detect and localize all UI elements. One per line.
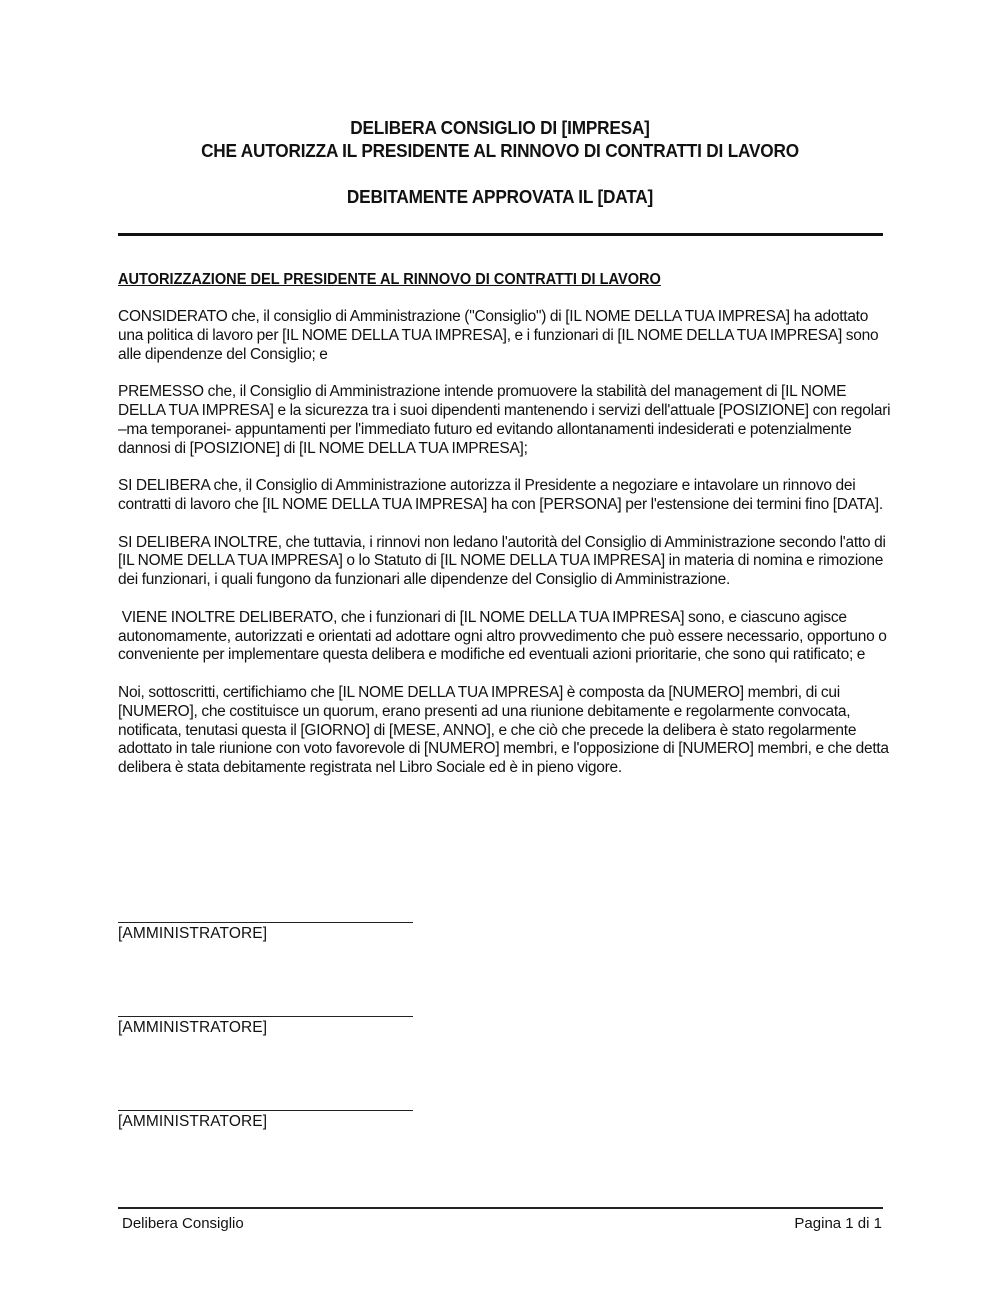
signature-label: [AMMINISTRATORE] — [118, 1113, 268, 1130]
document-title-line-2: CHE AUTORIZZA IL PRESIDENTE AL RINNOVO DI CONTRATTI DI LAVORO — [201, 140, 799, 161]
document-body — [118, 270, 893, 797]
footer-document-name: Delibera Consiglio — [122, 1215, 244, 1232]
paragraph-viene-inoltre-deliberato: VIENE INOLTRE DELIBERATO, che i funzionari di [IL NOME DELLA TUA IMPRESA] sono, e ciascuno agisce autonomamente, autorizzati e orientati ad adottare ogni altro provvedimento che può essere necessario, opportuno o conveniente per implementare questa delibera e modifiche ed eventuali azioni prioritarie, che sono qui ratificato; e — [118, 608, 891, 664]
signature-label: [AMMINISTRATORE] — [118, 1019, 268, 1036]
paragraph-considerato: CONSIDERATO che, il consiglio di Amministrazione ("Consiglio") di [IL NOME DELLA TUA IMPRESA] ha adottato una politica di lavoro per [IL NOME DELLA TUA IMPRESA], e i funzionari di [IL NOME DELLA TUA IMPRESA] sono alle dipendenze del Consiglio; e — [118, 308, 879, 363]
signature-line — [118, 922, 413, 923]
paragraph-si-delibera: SI DELIBERA che, il Consiglio di Amministrazione autorizza il Presidente a negoziare e intavolare un rinnovo dei contratti di lavoro che [IL NOME DELLA TUA IMPRESA] ha con [PERSONA] per l'estensione dei termini fino [DATA]. — [118, 477, 883, 513]
paragraph-premesso: PREMESSO che, il Consiglio di Amministrazione intende promuovere la stabilità del management di [IL NOME DELLA TUA IMPRESA] e la sicurezza tra i suoi dipendenti mantenendo i servizi dell'attuale [POSIZIONE] con regolari –ma temporanei- appuntamenti per l'immediato futuro ed evitando allontanamenti indesiderati e potenzialmente dannosi di [POSIZIONE] di [IL NOME DELLA TUA IMPRESA]; — [118, 383, 891, 457]
signature-block-3 — [118, 1110, 413, 1131]
footer-divider — [118, 1207, 883, 1209]
document-title-line-1: DELIBERA CONSIGLIO DI [IMPRESA] — [350, 117, 650, 138]
paragraph-si-delibera-inoltre: SI DELIBERA INOLTRE, che tuttavia, i rinnovi non ledano l'autorità del Consiglio di Amministrazione secondo l'atto di [IL NOME DELLA TUA IMPRESA] o lo Statuto di [IL NOME DELLA TUA IMPRESA] in materia di nomina e rimozione dei funzionari, i quali fungono da funzionari alle dipendenze del Consiglio di Amministrazione. — [118, 533, 886, 589]
title-divider — [118, 233, 883, 236]
signature-label: [AMMINISTRATORE] — [118, 925, 268, 942]
signature-line — [118, 1016, 413, 1017]
signature-block-1 — [118, 922, 413, 943]
document-subtitle: DEBITAMENTE APPROVATA IL [DATA] — [346, 186, 654, 207]
signature-block-2 — [118, 1016, 413, 1037]
footer-page-number: Pagina 1 di 1 — [794, 1215, 882, 1232]
paragraph-certificazione: Noi, sottoscritti, certifichiamo che [IL NOME DELLA TUA IMPRESA] è composta da [NUMERO] membri, di cui [NUMERO], che costituisce un quorum, erano presenti ad una riunione debitamente e regolarmente convocata, notificata, tenutasi questa il [GIORNO] di [MESE, ANNO], e che ciò che precede la delibera è stato regolarmente adottato in tale riunione con voto favorevole di [NUMERO] membri, e l'opposizione di [NUMERO] membri, e che detta delibera è stata debitamente registrata nel Libro Sociale ed è in pieno vigore. — [118, 683, 889, 777]
document-title-block — [118, 116, 882, 208]
signature-line — [118, 1110, 413, 1111]
section-heading: AUTORIZZAZIONE DEL PRESIDENTE AL RINNOVO DI CONTRATTI DI LAVORO — [118, 271, 661, 288]
